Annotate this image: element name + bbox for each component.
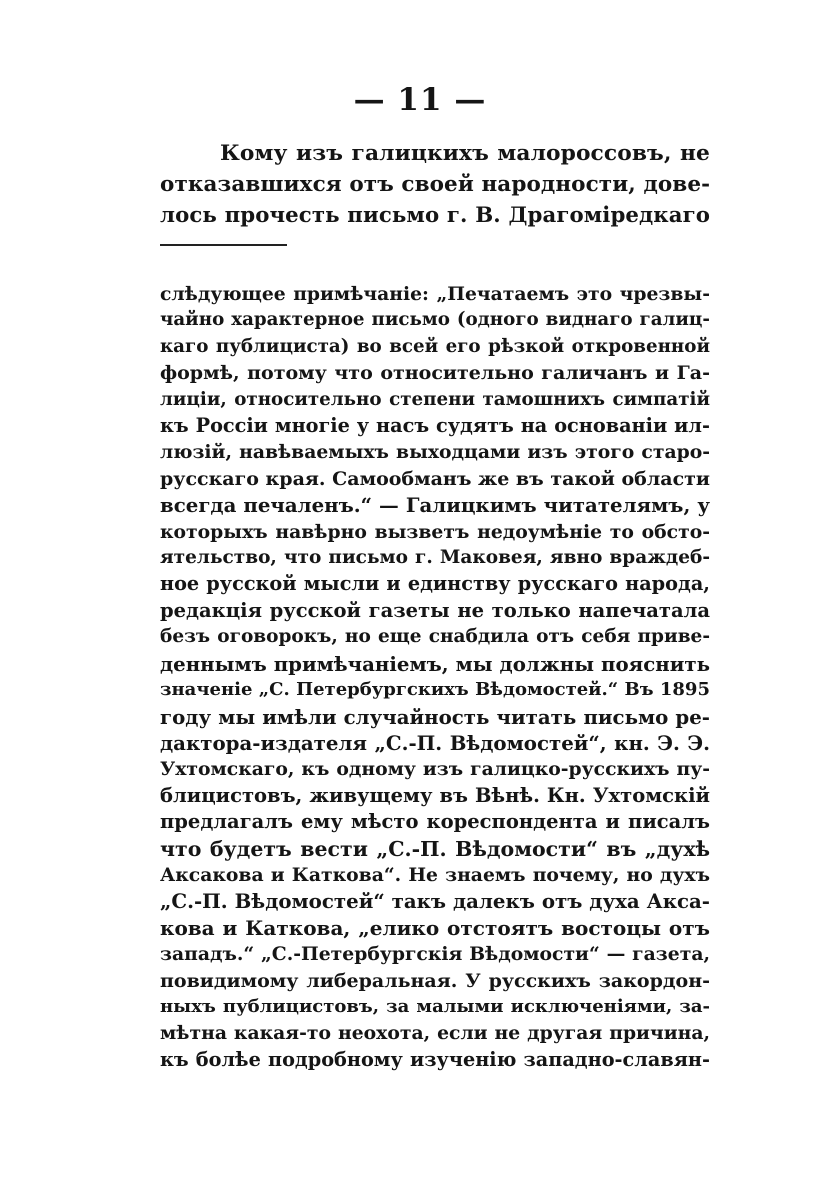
- footnote-line: мѣтна какая-то неохота, если не другая причина,: [160, 1022, 710, 1045]
- footnote-line: къ болѣе подробному изученію западно-славян-: [160, 1047, 710, 1071]
- footnote-line: люзій, навѣваемыхъ выходцами изъ этого старо-: [160, 441, 710, 464]
- footnote-line: слѣдующее примѣчаніе: „Печатаемъ это чрезвы-: [160, 283, 710, 305]
- footnote-line: формѣ, потому что относительно галичанъ и Га-: [160, 362, 710, 385]
- footnote-line: кова и Каткова, „елико отстоятъ востоцы отъ: [160, 915, 710, 940]
- main-text-line: лось прочесть письмо г. В. Драгоміредкаго: [160, 203, 710, 228]
- footnote-line: ныхъ публицистовъ, за малыми исключеніями, за-: [160, 995, 710, 1017]
- footnote-line: значеніе „С. Петербургскихъ Вѣдомостей.“ Въ 1895: [160, 679, 710, 701]
- footnote-line: Аксакова и Каткова“. Не знаемъ почему, но духъ: [160, 863, 710, 886]
- footnote-line: повидимому либеральная. У русскихъ закордон-: [160, 969, 710, 992]
- footnote-line: чайно характерное письмо (одного виднаго галиц-: [160, 309, 710, 331]
- footnote-line: что будетъ вести „С.-П. Вѣдомости“ въ „духѣ: [160, 836, 710, 861]
- footnote-line: лиціи, относительно степени тамошнихъ симпатій: [160, 388, 710, 410]
- footnote-line: безъ оговорокъ, но еще снабдила отъ себя приве-: [160, 626, 710, 648]
- footnote-line: блицистовъ, живущему въ Вѣнѣ. Кн. Ухтомскій: [160, 783, 710, 807]
- main-text-line: Кому изъ галицкихъ малороссовъ, не: [220, 141, 710, 166]
- footnote-line: къ Россіи многіе у насъ судятъ на основаніи ил-: [160, 414, 710, 438]
- footnote-separator: [160, 244, 287, 246]
- footnote-line: ное русской мысли и единству русскаго народа,: [160, 572, 710, 596]
- footnote-line: всегда печаленъ.“ — Галицкимъ читателямъ, у: [160, 493, 710, 518]
- footnote-line: западъ.“ „С.-Петербургскія Вѣдомости“ — газета,: [160, 943, 710, 966]
- footnote-text: [160, 281, 710, 1073]
- footnote-line: каго публициста) во всей его рѣзкой откровенной: [160, 335, 710, 357]
- footnote-line: ятельство, что письмо г. Маковея, явно враждеб-: [160, 547, 710, 569]
- page-number: — 11 —: [353, 82, 487, 118]
- footnote-line: предлагалъ ему мѣсто кореспондента и писалъ: [160, 810, 710, 834]
- footnote-line: редакція русской газеты не только напечатала: [160, 598, 710, 622]
- footnote-line: которыхъ навѣрно вызветъ недоумѣніе то обсто-: [160, 520, 710, 543]
- main-text-line: отказавшихся отъ своей народности, дове-: [160, 172, 711, 197]
- footnote-line: дактора-издателя „С.-П. Вѣдомостей“, кн. Э. Э.: [160, 730, 710, 755]
- footnote-line: русскаго края. Самообманъ же въ такой области: [160, 467, 710, 490]
- main-text: [160, 138, 710, 231]
- footnote-line: деннымъ примѣчаніемъ, мы должны пояснить: [160, 651, 710, 676]
- footnote-line: „С.-П. Вѣдомостей“ такъ далекъ отъ духа Акса-: [160, 889, 710, 914]
- footnote-line: Ухтомскаго, къ одному изъ галицко-русскихъ пу-: [160, 758, 710, 781]
- footnote-line: году мы имѣли случайность читать письмо ре-: [160, 704, 710, 729]
